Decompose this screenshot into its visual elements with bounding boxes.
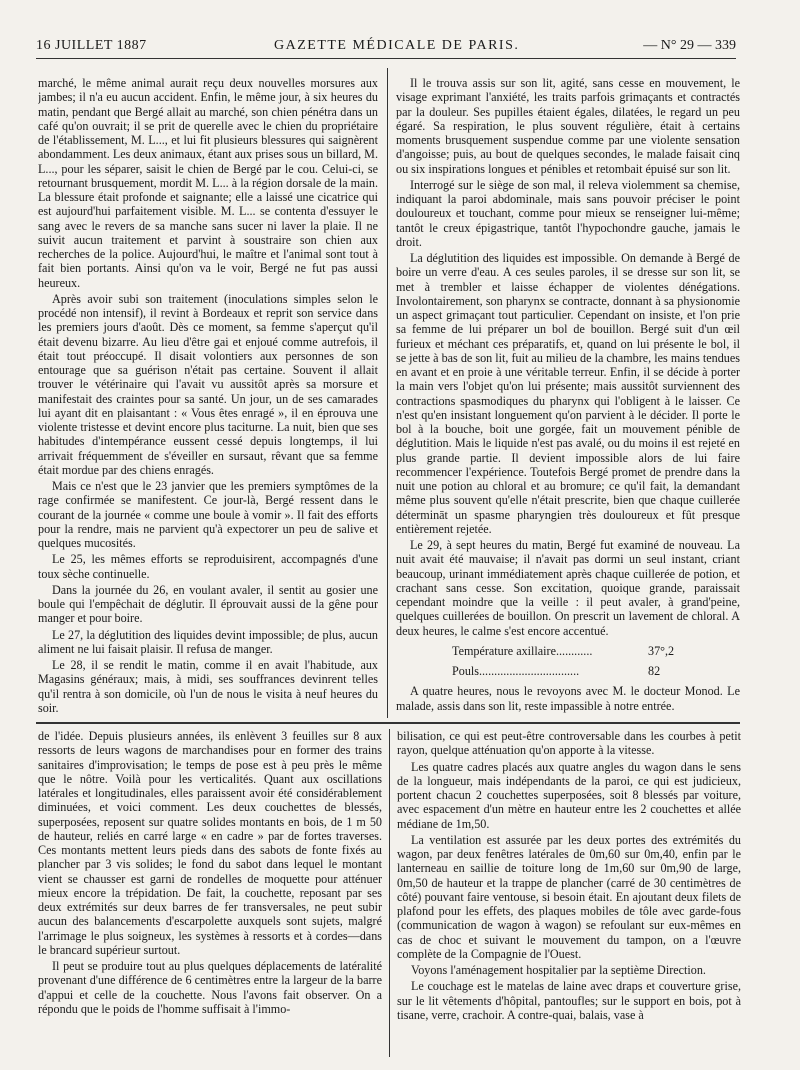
column-divider-lower [389,729,390,1057]
paragraph: Interrogé sur le siège de son mal, il releva violemment sa chemise, indiquant la paroi abdominale, mais sans pouvoir préciser le point douloureux et touchant, comme pour mieux se renseigner lui-même; tantôt le creux épigastrique, tantôt l'hypochondre gauche, jamais le droit. [396,177,740,249]
paragraph: Le 27, la déglutition des liquides devint impossible; de plus, aucun aliment ne lui faisait plaisir. Il refusa de manger. [38,627,378,656]
upper-left-column [38,76,378,718]
section-rule [36,722,740,724]
measure-label: Température axillaire............ [452,643,593,658]
paragraph: Le couchage est le matelas de laine avec draps et couverture grise, sur le lit vêtements d'hôpital, pantoufles; sur le support en bois, pot à tisane, verre, crachoir. A contre-quai, balais, vase à [397,979,741,1022]
paragraph: Après avoir subi son traitement (inoculations simples selon le procédé non intensif), il revint à Bordeaux et reprit son service dans les premiers jours d'août. Dès ce moment, sa femme s'aperçut qu'il était devenu bizarre. Au lieu d'être gai et enjoué comme autrefois, il était tout préoccupé. Il disait volontiers aux personnes de son entourage que sa guérison n'était pas certaine. Souvent il allait trouver le vétérinaire qui l'avait vu aussitôt après sa morsure et manifestait des craintes pour sa santé. Un jour, un de ses camarades lui ayant dit en plaisantant : « Vous êtes enragé », il en éprouva une violente tristesse et devint encore plus taciturne. La nuit, bien que ses habitudes d'intempérance eussent cessé depuis longtemps, il lui arrivait fréquemment de s'éveiller en sursaut, rêvant que sa femme était mordue par des chiens enragés. [38,291,378,477]
paragraph: Il le trouva assis sur son lit, agité, sans cesse en mouvement, le visage exprimant l'anxiété, les traits parfois grimaçants et contractés par la douleur. Ses pupilles étaient égales, dilatées, le regard un peu égaré. Sa respiration, le plus souvent régulière, était à certains moments brusquement suspendue comme par une violente sensation d'angoisse; puis, au bout de quelques secondes, le malade faisait cinq ou six inspirations longues et pénibles et retombait épuisé sur son lit. [396,76,740,176]
page-header [36,38,736,56]
paragraph: Mais ce n'est que le 23 janvier que les premiers symptômes de la rage confirmée se manifestent. Ce jour-là, Bergé ressent dans le courant de la journée « comme une boule à vomir ». Il fait des efforts pour la rendre, mais ne parvient qu'à expectorer un peu de salive et quelques mucosités. [38,479,378,550]
upper-right-column [396,76,740,718]
measure-value: 37°,2 [648,643,675,658]
paragraph: bilisation, ce qui est peut-être controversable dans les courbes à petit rayon, quelque atténuation qu'on apporte à la vitesse. [397,729,741,758]
paragraph: La ventilation est assurée par les deux portes des extrémités du wagon, par deux fenêtres latérales de 0m,60 sur 0m,40, enfin par le lanterneau en saillie de toiture long de 1m,60 sur 0m,90 de large, 0m,50 de hauteur et la trappe de plancher (carré de 30 centimètres de côté) pouvant faire ventouse, si besoin était. En ajoutant deux filets de plafond pour les effets, des plaques mobiles de tôle avec garde-fous (communication de wagon à wagon) se refoulant sur eux-mêmes en cas de choc et suivant le mouvement du tampon, on a l'œuvre complète de la Compagnie de l'Ouest. [397,832,741,961]
paragraph: Le 28, il se rendit le matin, comme il en avait l'habitude, aux Magasins généraux; mais, à midi, ses souffrances devinrent telles qu'il rentra à son domicile, où l'un de nous le visita à neuf heures du soir. [38,658,378,715]
measure-value: 82 [648,664,661,678]
column-divider-upper [387,68,388,718]
paragraph: Les quatre cadres placés aux quatre angles du wagon dans le sens de la longueur, mais indépendants de la paroi, ce qui est judicieux, portent chacun 2 couchettes superposées, soit 8 blessés par voiture, avec espacement d'un mètre en hauteur entre les 2 couchettes et allée médiane de 1m,50. [397,759,741,831]
lower-left-column [38,729,382,1059]
measure-label: Pouls................................. [452,664,580,678]
header-rule [36,58,736,59]
journal-title: GAZETTE MÉDICALE DE PARIS. [274,38,520,53]
paragraph: Le 25, les mêmes efforts se reproduisirent, accompagnés d'une toux sèche continuelle. [38,552,378,581]
temperature-row [396,638,740,664]
page-number: — N° 29 — 339 [643,38,736,53]
paragraph: Le 29, à sept heures du matin, Bergé fut examiné de nouveau. La nuit avait été mauvaise; il n'avait pas dormi un seul instant, criant beaucoup, urinant immédiatement après chaque cuillerée de potion, et crachant sans cesse. Son excitation, quoique grande, paraissait cependant moindre que la veille : il peut avaler, à grand'peine, quelques cuillerées de bouillon. On prescrit un lavement de chloral. A deux heures, le calme s'est encore accentué. [396,538,740,638]
paragraph: de l'idée. Depuis plusieurs années, ils enlèvent 3 feuilles sur 8 aux ressorts de leurs wagons de marchandises pour en former des trains sanitaires d'improvisation; le temps de pose est à peu près le même que le nôtre. Voilà pour les verticalités. Quant aux oscillations latérales et longitudinales, elles paraissent avoir été considérablement diminuées, et voici comment. Les deux couchettes de blessés, superposées, reposent sur quatre solides montants en bois, de 1 m 50 de hauteur, reliés en carré large « en cadre » par de fortes traverses. Ces montants mettent leurs pieds dans des sabots de fonte fixés au plancher par 3 vis solides; le fond du sabot dans lequel le montant vient se chausser est garni de rondelles de moquette pour atténuer mieux encore la trépidation. De fait, la couchette, reposant par ses deux extrémités sur deux barres de fer transversales, ne peut subir aucun des balancements d'escarpolette auxquels sont sujets, malgré l'arrimage le plus soigneux, les systèmes à ressorts et à cordes—dans le brancard supérieur surtout. [38,729,382,957]
issue-date: 16 JUILLET 1887 [36,38,147,53]
lower-right-column [397,729,741,1059]
paragraph: marché, le même animal aurait reçu deux nouvelles morsures aux jambes; il n'a eu aucun accident. Enfin, le même jour, à six heures du matin, pendant que Bergé allait au marché, son chien pénétra dans un café qu'on ouvrait; il se prit de querelle avec le chien du propriétaire de l'établissement, M. L..., et lui fit plusieurs blessures qui saignèrent abondamment. Les deux animaux, étant aux prises sous un billard, M. L..., pour les séparer, saisit le chien de Bergé par le cou. Celui-ci, se retournant brusquement, mordit M. L... à la région dorsale de la main. La blessure était profonde et saignante; elle a laissé une cicatrice qui est aujourd'hui parfaitement visible. M. L... se contenta d'essuyer le sang avec le revers de sa manche sans sucer ni laver la plaie. Il ne suivit aucun traitement et parvint à soustraire son chien aux recherches de la police. Aujourd'hui, le maître et l'animal sont tout à fait bien portants. Ainsi qu'on va le voir, Bergé ne fut pas aussi heureux. [38,76,378,290]
paragraph: Dans la journée du 26, en voulant avaler, il sentit au gosier une boule qui l'empêchait de déglutir. Il éprouvait aussi de la gêne pour manger et pour boire. [38,582,378,626]
paragraph: Il peut se produire tout au plus quelques déplacements de latéralité provenant d'une différence de 6 centimètres entre la largeur de la barre d'appui et celle de la couchette. Nous l'avons fait observer. On a répondu que le poids de l'homme suffisait à l'immo- [38,959,382,1016]
pulse-row [396,664,740,684]
paragraph: Voyons l'aménagement hospitalier par la septième Direction. [411,963,706,977]
paragraph: A quatre heures, nous le revoyons avec M. le docteur Monod. Le malade, assis dans son lit, reste impassible à notre entrée. [396,684,740,713]
paragraph: La déglutition des liquides est impossible. On demande à Bergé de boire un verre d'eau. A ces seules paroles, il se dresse sur son lit, se met à trembler et laisse échapper de violentes dénégations. Involontairement, son pharynx se contracte, donnant à sa physionomie un aspect grimaçant tout particulier. Cependant on insiste, et l'on prie sa femme de lui préparer un bol de bouillon. Bergé suit d'un œil furieux et méchant ces préparatifs, et, quand on lui présente le bol, il se jette à bas de son lit, fuit au milieu de la chambre, les mains tendues en avant et en proie à une véritable terreur. Enfin, il se décide à porter la main vers l'objet qu'on lui présente; mais aussitôt surviennent des contractions spasmodiques du pharynx qui l'obligent à le laisser. Ce n'est qu'en insistant longuement qu'on parvient à le décider. Il porte le bol à la bouche, boit une gorgée, fait un mouvement pénible de déglutition. Mais le liquide n'est pas avalé, ou du moins il est rejeté en plus grande partie. Il devient impossible alors de lui faire recommencer l'expérience. Toutefois Bergé promet de prendre dans la nuit une potion au chloral et au bromure; ce qu'il fait, la demandant même plus souvent qu'elle n'était prescrite, bien que chaque cuillerée détermināt un spasme pharyngien très douloureux et fût presque entièrement rejetée. [396,251,740,536]
